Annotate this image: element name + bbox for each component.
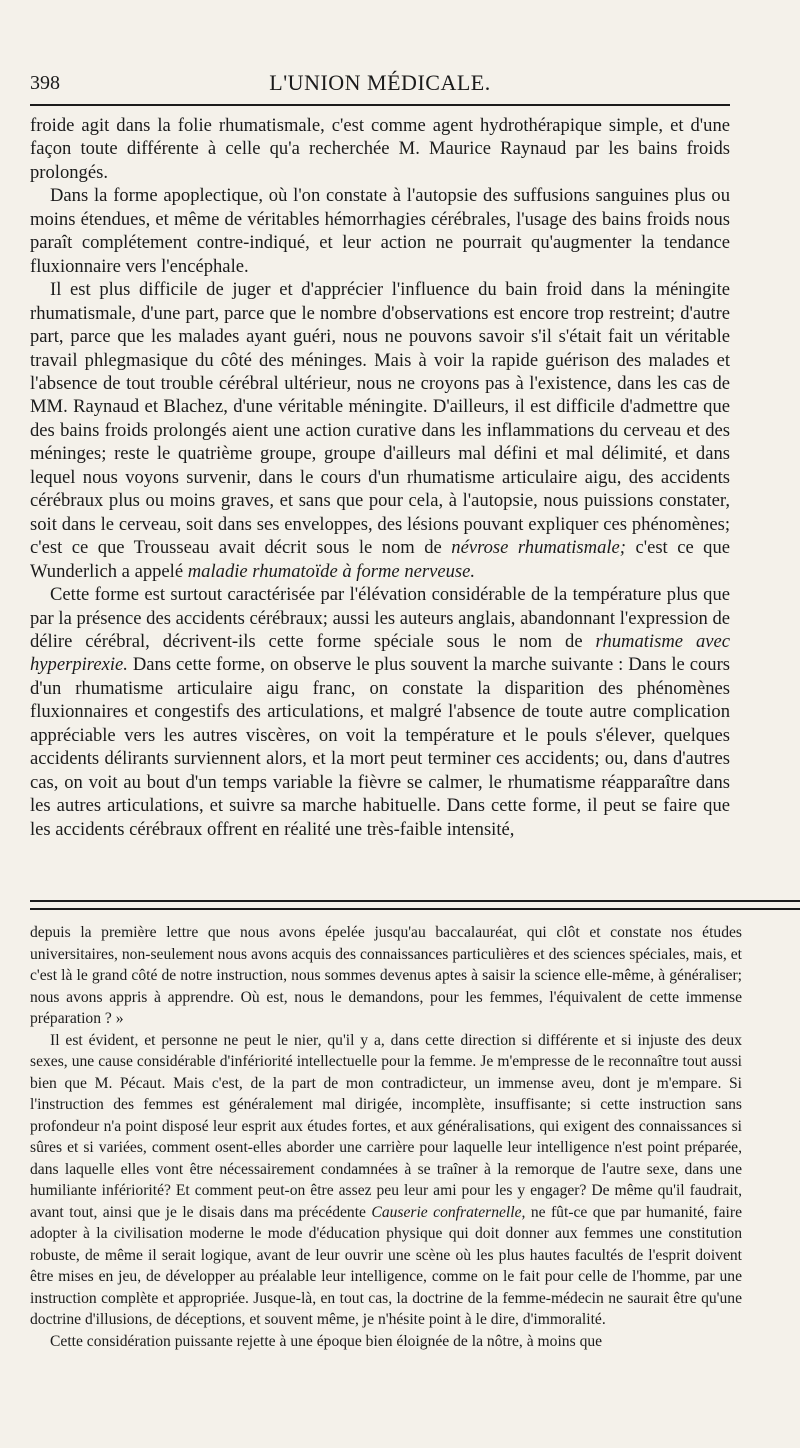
paragraph: Il est plus difficile de juger et d'apprécier l'influence du bain froid dans la méningite rhumatismale, d'une part, parce que le nombre d'observations est encore trop restreint; d'autre part, parce que les malades ayant guéri, nous ne pouvons savoir s'il s'était fait un véritable travail phlegmasique du côté des méninges. Mais à voir la rapide guérison des malades et l'absence de tout trouble cérébral ultérieur, nous ne croyons pas à l'existence, dans les cas de MM. Raynaud et Blachez, d'une véritable méningite. D'ailleurs, il est difficile d'admettre que des bains froids prolongés aient une action curative dans les inflammations du cerveau et des méninges; reste le quatrième groupe, groupe d'ailleurs mal défini et mal délimité, et dans lequel nous voyons survenir, dans le cours d'un rhumatisme articulaire aigu, des accidents cérébraux plus ou moins graves, et sans que pour cela, à l'autopsie, nous puissions constater, soit dans le cerveau, soit dans ses enveloppes, des lésions pouvant expliquer ces phénomènes; c'est ce que Trousseau avait décrit sous le nom de névrose rhumatismale; c'est ce que Wunderlich a appelé maladie rhumatoïde à forme nerveuse. [30,279,731,582]
feuilleton-section [30,922,742,1352]
journal-title: L'UNION MÉDICALE. [269,70,491,95]
main-article [30,114,730,841]
page-number: 398 [30,72,60,94]
paragraph: Cette considération puissante rejette à une époque bien éloignée de la nôtre, à moins que [50,1332,603,1350]
header-rule [30,104,730,106]
italic-term: névrose rhumatismale; [451,537,626,559]
running-header [30,70,730,102]
paragraph: Cette forme est surtout caractérisée par l'élévation considérable de la température plus que par la présence des accidents cérébraux; aussi les auteurs anglais, abandonnant l'expression de délire cérébral, décrivent-ils cette forme spéciale sous le nom de rhumatisme avec hyperpirexie. Dans cette forme, on observe le plus souvent la marche suivante : Dans le cours d'un rhumatisme articulaire aigu franc, on constate la disparition des phénomènes fluxionnaires et congestifs des articulations, et malgré l'absence de toute autre complication appréciable vers les autres viscères, on voit la température et le pouls s'élever, quelques accidents délirants surviennent alors, et la mort peut terminer ces accidents; ou, dans d'autres cas, on voit au bout d'un temps variable la fièvre se calmer, le rhumatisme réapparaître dans les autres articulations, et suivre sa marche habituelle. Dans cette forme, il peut se faire que les accidents cérébraux offrent en réalité une très-faible intensité, [30,584,731,840]
paragraph: depuis la première lettre que nous avons épelée jusqu'au baccalauréat, qui clôt et constate nos études universitaires, non-seulement nous avons acquis des connaissances particulières et des sciences spéciales, mais, et c'est là le grand côté de notre instruction, nous sommes devenus aptes à saisir la science elle-même, à généraliser; nous avons appris à apprendre. Où est, nous le demandons, pour les femmes, l'équivalent de cette immense préparation ? » [30,924,742,1027]
paragraph: froide agit dans la folie rhumatismale, c'est comme agent hydrothérapique simple, et d'une façon toute différente à celle qu'a recherchée M. Maurice Raynaud par les bains froids prolongés. [30,115,730,183]
italic-term: maladie rhumatoïde à forme nerveuse. [187,560,476,582]
paragraph: Il est évident, et personne ne peut le nier, qu'il y a, dans cette direction si différente et si injuste des deux sexes, une cause considérable d'infériorité intellectuelle pour la femme. Je m'empresse de le reconnaître tout aussi bien que M. Pécaut. Mais c'est, de la part de mon contradicteur, un immense aveu, dont je m'empare. Si l'instruction des femmes est généralement mal dirigée, incomplète, insuffisante; si cette instruction sans profondeur n'a point disposé leur esprit aux études fortes, et aux généralisations, qui exigent des connaissances si sûres et si variées, comment osent-elles aborder une carrière pour laquelle leur intelligence n'est point préparée, dans laquelle elles vont être nécessairement condamnées à se traîner à la remorque de l'autre sexe, dans une humiliante infériorité? Et comment peut-on être assez peu leur ami pour les y engager? De même qu'il faudrait, avant tout, ainsi que je le disais dans ma précédente Causerie confraternelle, ne fût-ce que par humanité, faire adopter à la civilisation moderne le mode d'éducation physique qui doit donner aux femmes une constitution robuste, de même il serait logique, avant de leur ouvrir une scène où les plus hautes facultés de l'esprit doivent être mises en jeu, de développer au préalable leur intelligence, comme on le fait pour celle de l'homme, par une instruction complète et appropriée. Jusque-là, en tout cas, la doctrine de la femme-médecin ne saurait être qu'une doctrine d'illusions, de déceptions, et souvent même, je n'hésite point à le dire, d'immoralité. [30,1031,742,1328]
paragraph: Dans la forme apoplectique, où l'on constate à l'autopsie des suffusions sanguines plus ou moins étendues, et même de véritables hémorrhagies cérébrales, l'usage des bains froids nous paraît complétement contre-indiqué, et leur action ne pourrait qu'augmenter la tendance fluxionnaire vers l'encéphale. [30,185,730,277]
italic-term: rhumatisme avec hyperpirexie. [30,630,731,676]
italic-term: Causerie confraternelle, [371,1203,526,1221]
feuilleton-separator [30,900,800,910]
